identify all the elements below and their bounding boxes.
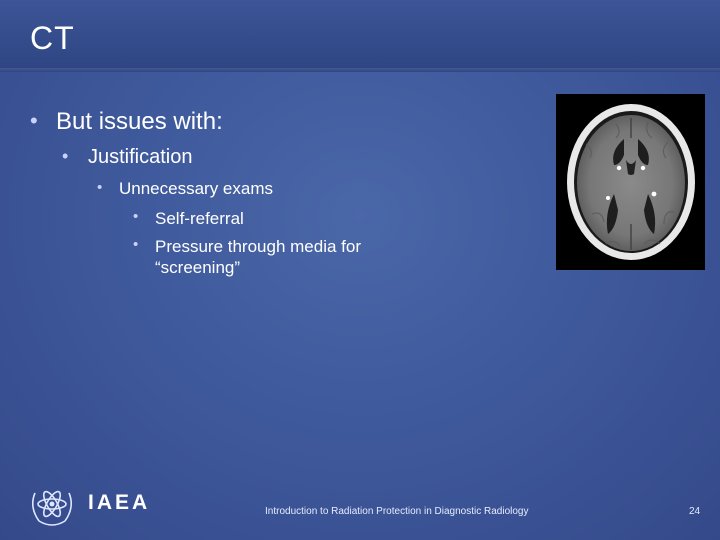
bullet-level1: [30, 108, 223, 136]
title-bar: [0, 0, 720, 72]
bullet-text: Pressure through media for “screening”: [155, 237, 361, 277]
iaea-atom-logo-icon: [28, 483, 76, 529]
bullet-level2: [62, 146, 193, 169]
bullet-text: Self-referral: [155, 209, 244, 228]
bullet-dot: •: [97, 179, 103, 196]
footer-course-title: Introduction to Radiation Protection in Diagnostic Radiology: [265, 506, 529, 517]
slide-title: CT: [30, 20, 75, 56]
bullet-dot: •: [133, 236, 139, 253]
page-number: 24: [689, 506, 701, 517]
ct-brain-scan-icon: [556, 94, 705, 270]
bullet-dot: •: [62, 146, 69, 166]
bullet-level4: [133, 208, 415, 229]
bullet-dot: •: [30, 108, 38, 133]
bullet-text: Justification: [88, 146, 193, 168]
bullet-level4: [133, 236, 415, 278]
bullet-text: But issues with:: [56, 108, 223, 135]
ct-brain-scan-image: [556, 94, 705, 270]
bullet-dot: •: [133, 208, 139, 225]
bullet-text: Unnecessary exams: [119, 179, 274, 198]
footer-org-name: IAEA: [88, 491, 151, 514]
bullet-level3: [97, 179, 273, 199]
